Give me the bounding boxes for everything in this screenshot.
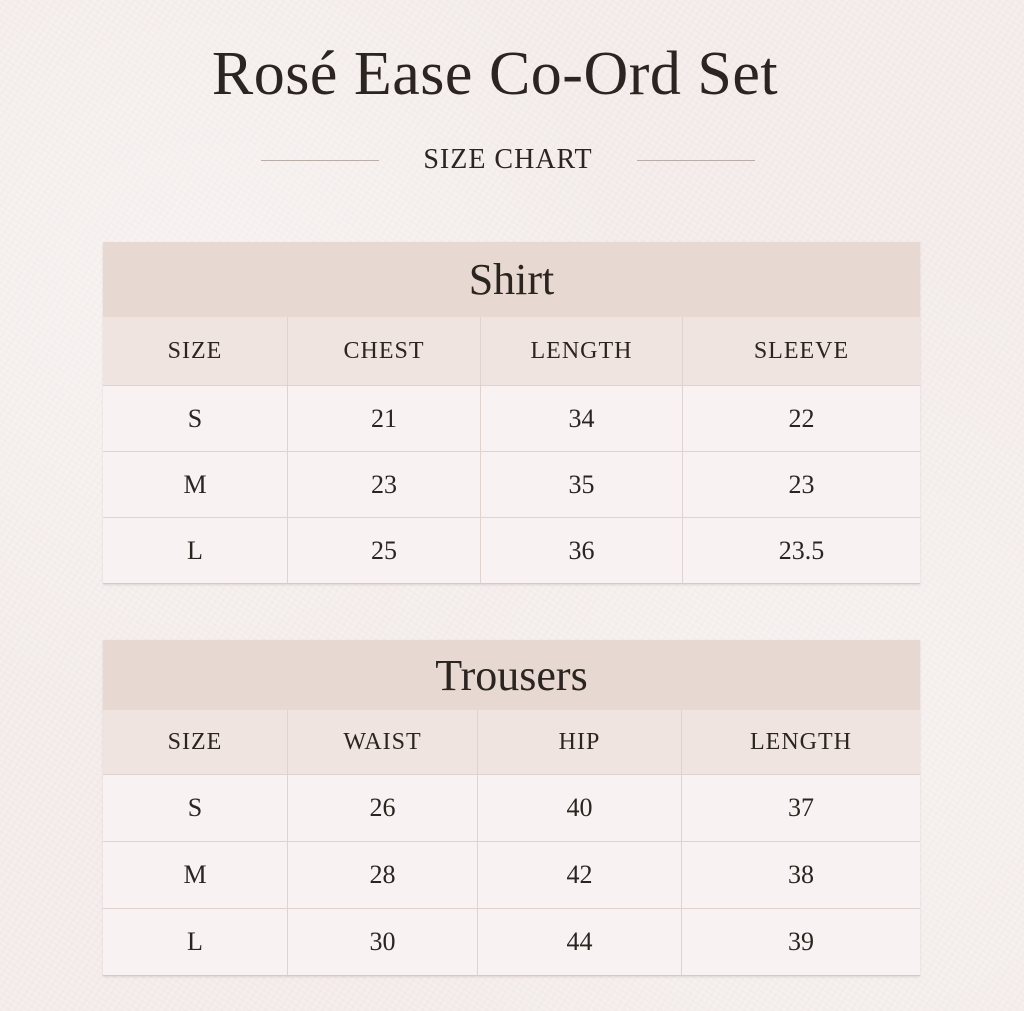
table-cell: M <box>183 469 207 499</box>
subtitle-divider-left <box>261 160 379 161</box>
table-cell: 35 <box>480 452 682 517</box>
table-cell: 37 <box>681 775 920 841</box>
column-header: SIZE <box>167 337 223 364</box>
column-header: LENGTH <box>480 317 682 385</box>
table-cell: 30 <box>287 909 477 975</box>
column-header: SLEEVE <box>682 317 920 385</box>
subtitle: SIZE CHART <box>423 144 593 175</box>
table-row <box>103 774 920 841</box>
page-title: Rosé Ease Co-Ord Set <box>211 40 779 108</box>
column-header: HIP <box>477 710 681 774</box>
column-header: WAIST <box>287 710 477 774</box>
table-cell: 21 <box>287 386 480 451</box>
trousers-size-table <box>103 640 920 976</box>
table-cell: 23 <box>287 452 480 517</box>
table-cell: L <box>187 535 203 565</box>
table-cell: S <box>187 793 203 822</box>
table-cell: 23.5 <box>682 518 920 583</box>
table-row <box>103 908 920 976</box>
table-row <box>103 451 920 517</box>
column-header: SIZE <box>167 728 223 755</box>
shirt-table-title: Shirt <box>103 242 920 317</box>
table-cell: S <box>187 403 203 433</box>
table-cell: 39 <box>681 909 920 975</box>
table-cell: 40 <box>477 775 681 841</box>
table-cell: L <box>187 927 203 956</box>
table-header-row <box>103 710 920 774</box>
trousers-table-title: Trousers <box>103 640 920 710</box>
table-cell: 44 <box>477 909 681 975</box>
table-row <box>103 385 920 451</box>
table-cell: 26 <box>287 775 477 841</box>
table-row <box>103 841 920 908</box>
column-header: CHEST <box>287 317 480 385</box>
table-cell: 22 <box>682 386 920 451</box>
table-cell: 28 <box>287 842 477 908</box>
table-cell: 38 <box>681 842 920 908</box>
table-row <box>103 517 920 584</box>
column-header: LENGTH <box>681 710 920 774</box>
table-cell: 42 <box>477 842 681 908</box>
subtitle-divider-right <box>637 160 755 161</box>
table-cell: 25 <box>287 518 480 583</box>
table-cell: 36 <box>480 518 682 583</box>
shirt-size-table <box>103 242 920 584</box>
table-header-row <box>103 317 920 385</box>
subtitle-row <box>261 142 755 178</box>
table-cell: M <box>183 860 207 889</box>
table-cell: 23 <box>682 452 920 517</box>
table-cell: 34 <box>480 386 682 451</box>
